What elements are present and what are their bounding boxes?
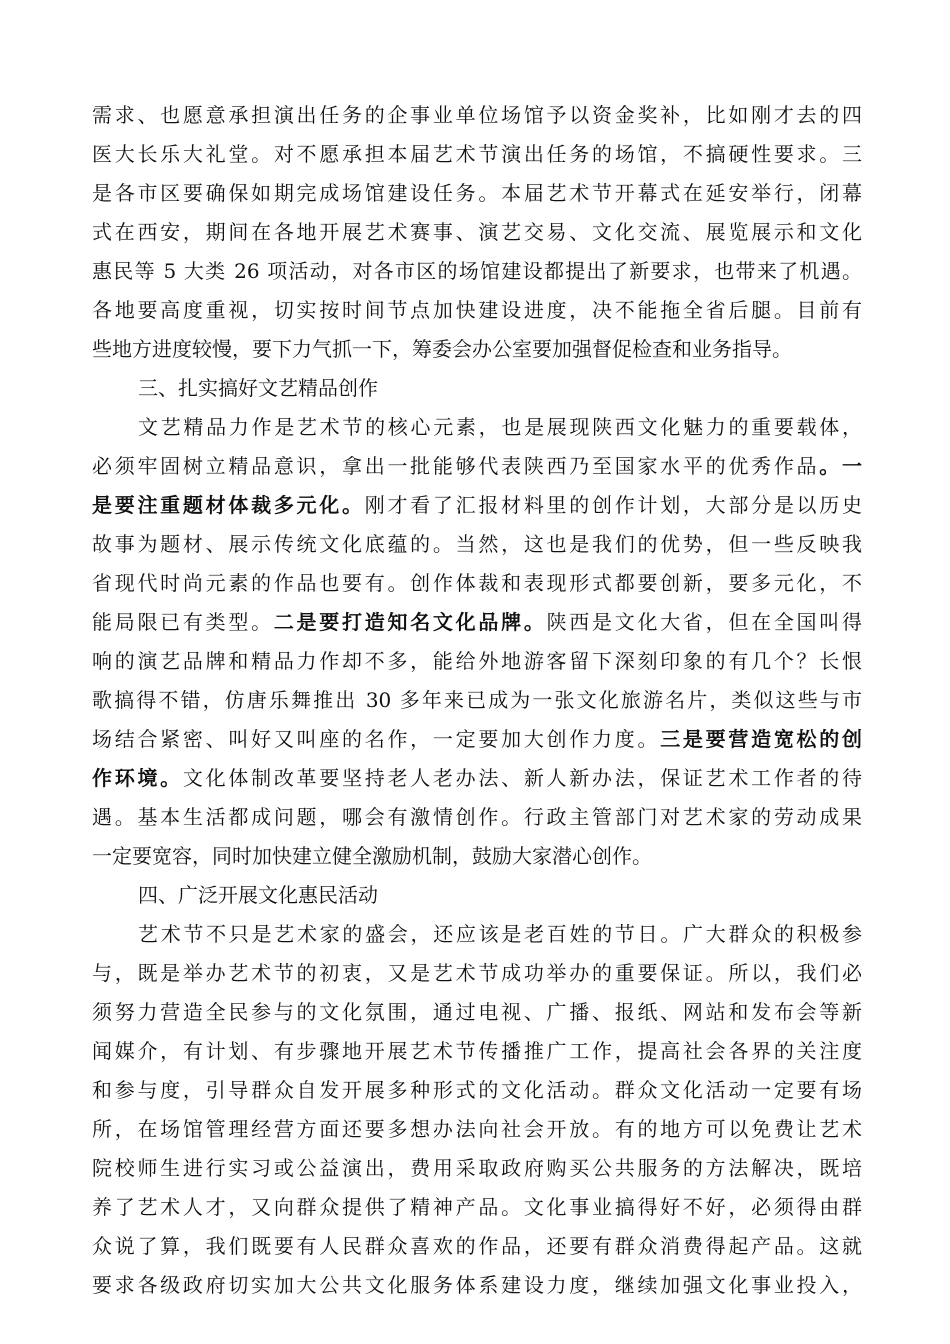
paragraph-line: 要求各级政府切实加大公共文化服务体系建设力度，继续加强文化事业投入， bbox=[92, 1273, 862, 1297]
text-run: 必须牢固树立精品意识，拿出一批能够代表陕西乃至国家水平的优秀作品 bbox=[92, 454, 820, 478]
text-run: 场结合紧密、叫好又叫座的名作，一定要加大创作力度。 bbox=[92, 727, 661, 751]
paragraph-line: 是各市区要确保如期完成场馆建设任务。本届艺术节开幕式在延安举行，闭幕 bbox=[92, 181, 862, 205]
paragraph-line: 与，既是举办艺术节的初衷，又是艺术节成功举办的重要保证。所以，我们必 bbox=[92, 961, 862, 985]
bold-text: 。一 bbox=[819, 454, 862, 478]
paragraph-line bbox=[92, 486, 862, 525]
paragraph-line: 养了艺术人才，又向群众提供了精神产品。文化事业搞得好不好，必须得由群 bbox=[92, 1195, 862, 1219]
text-run: 陕西是文化大省，但在全国叫得 bbox=[546, 610, 862, 634]
paragraph-line: 艺术节不只是艺术家的盛会，还应该是老百姓的节日。广大群众的积极参 bbox=[138, 922, 862, 946]
document-body bbox=[92, 96, 862, 1305]
bold-text: 三是要营造宽松的创 bbox=[660, 727, 862, 751]
paragraph-line: 一定要宽容，同时加快建立健全激励机制，鼓励大家潜心创作。 bbox=[92, 844, 652, 868]
paragraph-line: 院校师生进行实习或公益演出，费用采取政府购买公共服务的方法解决，既培 bbox=[92, 1156, 862, 1180]
bold-text: 二是要打造知名文化品牌。 bbox=[273, 610, 547, 634]
text-run: 文化体制改革要坚持老人老办法、新人新办法，保证艺术工作者的待 bbox=[182, 766, 862, 790]
section-heading-four: 四、广泛开展文化惠民活动 bbox=[138, 883, 378, 907]
text-run: 能局限已有类型。 bbox=[92, 610, 274, 634]
paragraph-line bbox=[92, 447, 862, 486]
paragraph-line: 响的演艺品牌和精品力作却不多，能给外地游客留下深刻印象的有几个？长恨 bbox=[92, 649, 862, 673]
paragraph-line: 和参与度，引导群众自发开展多种形式的文化活动。群众文化活动一定要有场 bbox=[92, 1078, 862, 1102]
paragraph-line: 需求、也愿意承担演出任务的企事业单位场馆予以资金奖补，比如刚才去的四 bbox=[92, 103, 862, 127]
section-heading-three: 三、扎实搞好文艺精品创作 bbox=[138, 376, 378, 400]
paragraph-line: 遇。基本生活都成问题，哪会有激情创作。行政主管部门对艺术家的劳动成果 bbox=[92, 805, 862, 829]
paragraph-line: 闻媒介，有计划、有步骤地开展艺术节传播推广工作，提高社会各界的关注度 bbox=[92, 1039, 862, 1063]
bold-text: 是要注重题材体裁多元化。 bbox=[92, 493, 365, 517]
paragraph-line: 些地方进度较慢，要下力气抓一下，筹委会办公室要加强督促检查和业务指导。 bbox=[92, 337, 792, 361]
paragraph-line: 须努力营造全民参与的文化氛围，通过电视、广播、报纸、网站和发布会等新 bbox=[92, 1000, 862, 1024]
paragraph-line: 医大长乐大礼堂。对不愿承担本届艺术节演出任务的场馆，不搞硬性要求。三 bbox=[92, 142, 862, 166]
paragraph-line: 歌搞得不错，仿唐乐舞推出 30 多年来已成为一张文化旅游名片，类似这些与市 bbox=[92, 688, 862, 712]
paragraph-line: 省现代时尚元素的作品也要有。创作体裁和表现形式都要创新，要多元化，不 bbox=[92, 571, 862, 595]
paragraph-line: 所，在场馆管理经营方面还要多想办法向社会开放。有的地方可以免费让艺术 bbox=[92, 1117, 862, 1141]
paragraph-line: 众说了算，我们既要有人民群众喜欢的作品，还要有群众消费得起产品。这就 bbox=[92, 1234, 862, 1258]
paragraph-line bbox=[92, 759, 862, 798]
paragraph-line bbox=[92, 720, 862, 759]
paragraph-line: 式在西安，期间在各地开展艺术赛事、演艺交易、文化交流、展览展示和文化 bbox=[92, 220, 862, 244]
text-run: 刚才看了汇报材料里的创作计划，大部分是以历史 bbox=[364, 493, 862, 517]
paragraph-line: 惠民等 5 大类 26 项活动，对各市区的场馆建设都提出了新要求，也带来了机遇。 bbox=[92, 259, 862, 283]
paragraph-line bbox=[92, 603, 862, 642]
paragraph-line: 文艺精品力作是艺术节的核心元素，也是展现陕西文化魅力的重要载体， bbox=[138, 415, 862, 439]
bold-text: 作环境。 bbox=[92, 766, 183, 790]
paragraph-line: 故事为题材、展示传统文化底蕴的。当然，这也是我们的优势，但一些反映我 bbox=[92, 532, 862, 556]
paragraph-line: 各地要高度重视，切实按时间节点加快建设进度，决不能拖全省后腿。目前有 bbox=[92, 298, 862, 322]
